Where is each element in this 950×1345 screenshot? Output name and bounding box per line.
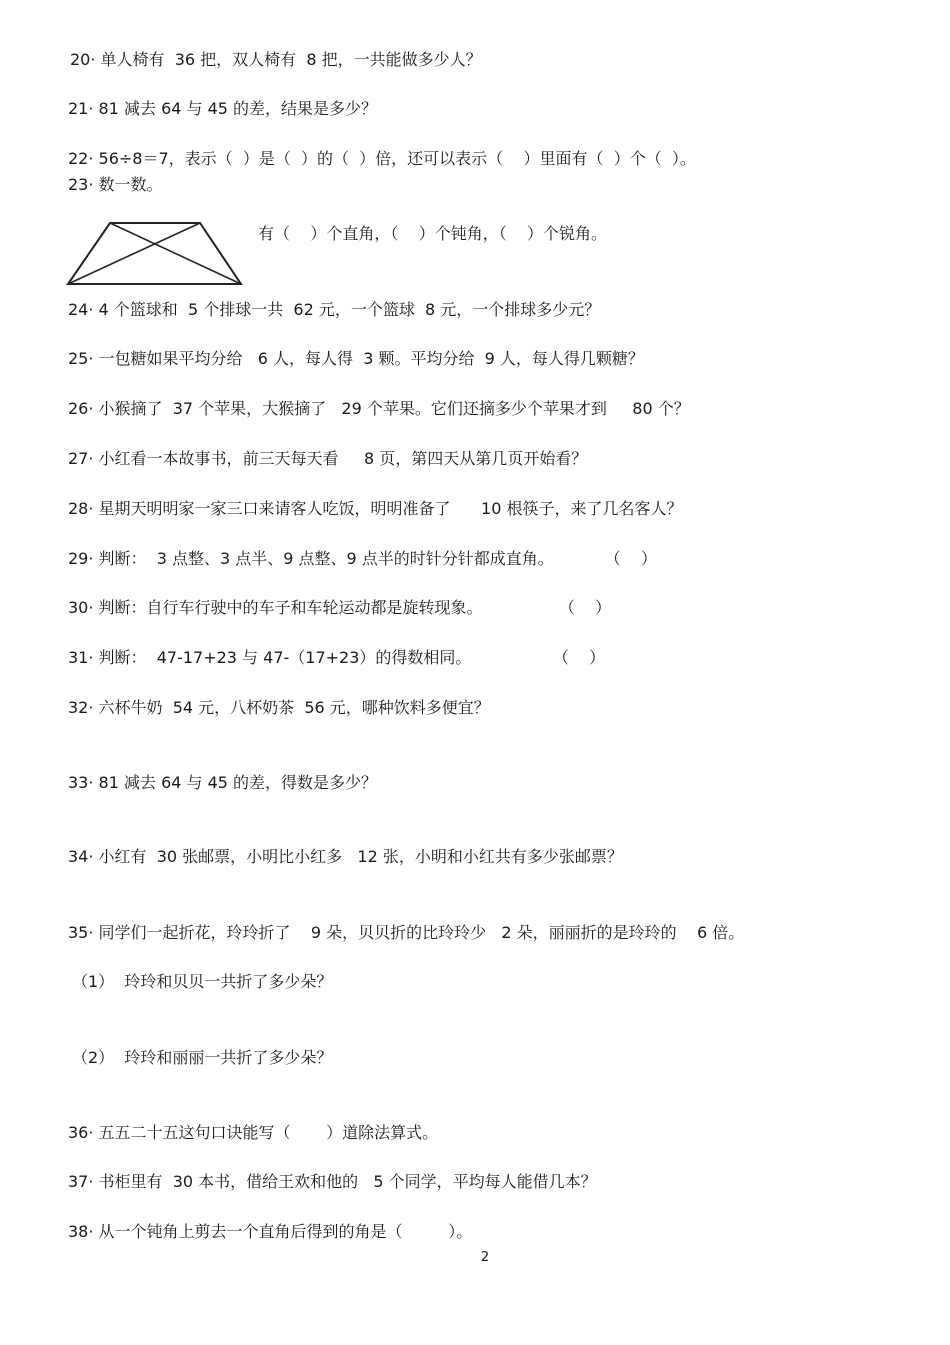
question-21: 21· 81 减去 64 与 45 的差，结果是多少？ (68, 99, 378, 118)
question-31: 31· 判断： 47-17+23 与 47-（17+23）的得数相同。 （ ） (68, 648, 606, 667)
question-22: 22· 56÷8＝7，表示（ ）是（ ）的（ ）倍，还可以表示（ ）里面有（ ）个（ ）。 (68, 149, 696, 168)
question-32: 32· 六杯牛奶 54 元，八杯奶茶 56 元，哪种饮料多便宜？ (68, 698, 490, 717)
question-23: 23· 数一数。 (68, 175, 163, 194)
question-35: 35· 同学们一起折花，玲玲折了 9 朵，贝贝折的比玲玲少 2 朵，丽丽折的是玲玲的 6 倍。 (68, 923, 745, 942)
question-25: 25· 一包糖如果平均分给 6 人，每人得 3 颗。平均分给 9 人，每人得几颗糖？ (68, 349, 644, 368)
question-20: 20· 单人椅有 36 把，双人椅有 8 把，一共能做多少人？ (70, 50, 482, 69)
question-30: 30· 判断：自行车行驶中的车子和车轮运动都是旋转现象。 （ ） (68, 598, 612, 617)
trapezoid-figure (66, 220, 246, 288)
question-36: 36· 五五二十五这句口诀能写（ ）道除法算式。 (68, 1123, 439, 1142)
page-number: 2 (480, 1250, 490, 1265)
question-27: 27· 小红看一本故事书，前三天每天看 8 页，第四天从第几页开始看？ (68, 449, 588, 468)
question-24: 24· 4 个篮球和 5 个排球一共 62 元，一个篮球 8 元，一个排球多少元？ (68, 300, 601, 319)
question-23-angles: 有（ ）个直角，（ ）个钝角，（ ）个锐角。 (258, 224, 608, 243)
question-38: 38· 从一个钝角上剪去一个直角后得到的角是（ ）。 (68, 1222, 473, 1241)
question-29: 29· 判断： 3 点整、3 点半、9 点整、9 点半的时针分针都成直角。 （ ） (68, 549, 657, 568)
question-34: 34· 小红有 30 张邮票，小明比小红多 12 张，小明和小红共有多少张邮票？ (68, 847, 623, 866)
question-35-part-1: （1） 玲玲和贝贝一共折了多少朵？ (72, 972, 333, 991)
question-26: 26· 小猴摘了 37 个苹果，大猴摘了 29 个苹果。它们还摘多少个苹果才到 80 个？ (68, 399, 690, 418)
question-33: 33· 81 减去 64 与 45 的差，得数是多少？ (68, 773, 378, 792)
question-28: 28· 星期天明明家一家三口来请客人吃饭，明明准备了 10 根筷子，来了几名客人？ (68, 499, 683, 518)
question-37: 37· 书柜里有 30 本书，借给王欢和他的 5 个同学，平均每人能借几本？ (68, 1172, 597, 1191)
question-35-part-2: （2） 玲玲和丽丽一共折了多少朵？ (72, 1048, 333, 1067)
